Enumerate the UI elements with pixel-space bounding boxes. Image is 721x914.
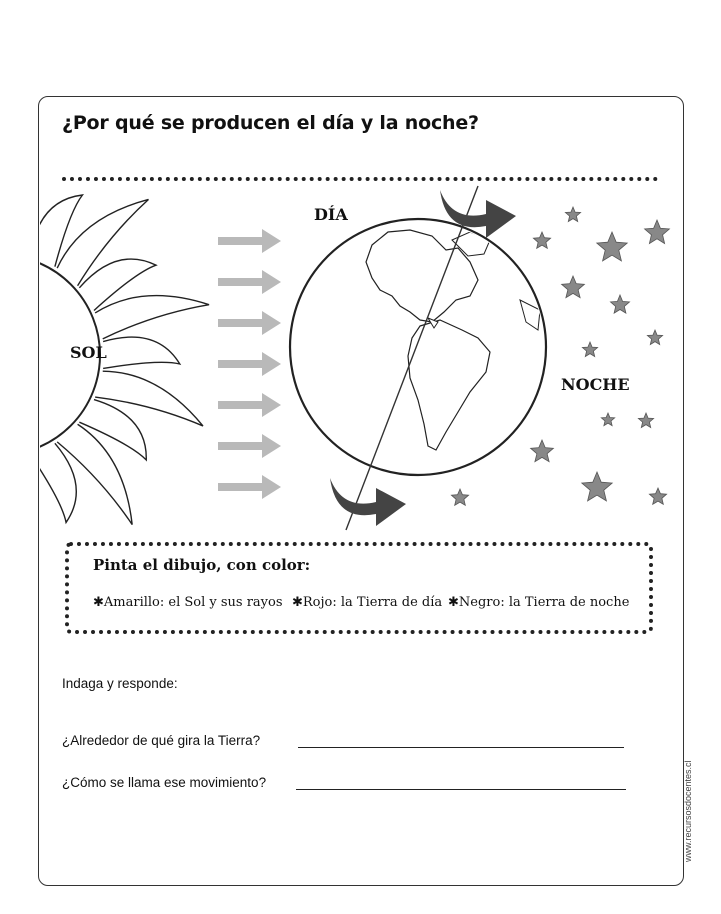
- sun-ray: [30, 443, 76, 522]
- star-icon: [565, 207, 580, 222]
- sun-ray: [95, 296, 209, 339]
- star-icon: [645, 220, 670, 244]
- light-arrow: [218, 270, 281, 294]
- star-icon: [531, 440, 554, 462]
- question-2: ¿Cómo se llama ese movimiento?: [62, 775, 267, 790]
- worksheet-title: ¿Por qué se producen el día y la noche?: [62, 112, 479, 134]
- star-icon: [638, 413, 653, 428]
- instruction-red: ✱Rojo: la Tierra de día: [292, 595, 443, 610]
- sun-ray: [79, 400, 146, 460]
- star-icon: [647, 330, 662, 345]
- earth-globe: [290, 186, 546, 530]
- coloring-instructions-title: Pinta el dibujo, con color:: [93, 556, 311, 574]
- star-icon: [582, 342, 597, 357]
- sun-ray: [1, 455, 37, 569]
- light-arrow: [218, 352, 281, 376]
- sun-label: SOL: [70, 343, 107, 362]
- answer-line-1[interactable]: [298, 747, 624, 748]
- answer-line-2[interactable]: [296, 789, 626, 790]
- sun-ray: [79, 259, 156, 310]
- star-icon: [562, 276, 585, 298]
- light-arrow: [218, 434, 281, 458]
- instruction-black: ✱Negro: la Tierra de noche: [448, 595, 630, 610]
- star-icon: [451, 489, 468, 505]
- question-1: ¿Alrededor de qué gira la Tierra?: [62, 733, 261, 748]
- star-icon: [649, 488, 666, 504]
- sun-ray: [95, 371, 203, 426]
- star-icon: [611, 295, 630, 313]
- light-arrow: [218, 229, 281, 253]
- sun-ray: [30, 195, 82, 267]
- light-arrow: [218, 393, 281, 417]
- light-arrows: [218, 229, 281, 499]
- rotation-arrow-bottom: [330, 478, 406, 526]
- questions-intro: Indaga y responde:: [62, 676, 178, 691]
- sun-ray: [0, 144, 41, 255]
- instruction-yellow: ✱Amarillo: el Sol y sus rayos: [93, 595, 283, 610]
- sun-ray: [57, 199, 148, 285]
- star-icon: [597, 232, 627, 261]
- night-label: NOCHE: [561, 375, 630, 394]
- star-icon: [582, 472, 612, 501]
- sun-ray: [103, 337, 180, 368]
- watermark-text: www.recursosdocentes.cl: [683, 760, 693, 862]
- light-arrow: [218, 311, 281, 335]
- light-arrow: [218, 475, 281, 499]
- day-label: DÍA: [314, 205, 348, 224]
- star-icon: [533, 232, 550, 248]
- sun-ray: [57, 424, 132, 524]
- star-icon: [601, 413, 614, 426]
